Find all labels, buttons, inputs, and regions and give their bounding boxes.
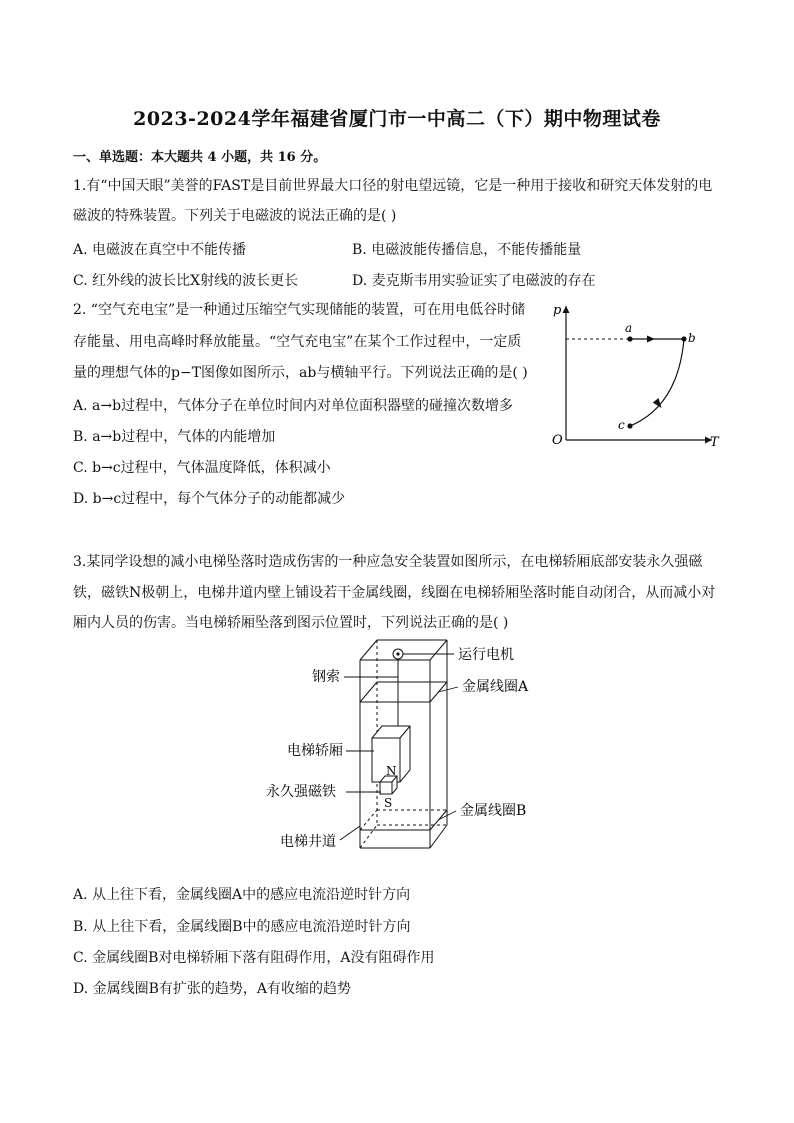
q2-option-d[interactable]: D. b→c过程中，每个气体分子的动能都减少 — [73, 491, 346, 507]
point-b-label: b — [688, 331, 696, 345]
magnet — [380, 776, 397, 794]
magnet-north-label: N — [386, 764, 397, 778]
coil-b-label: 金属线圈B — [460, 803, 527, 819]
q1-option-b[interactable]: B. 电磁波能传播信息，不能传播能量 — [352, 242, 582, 258]
motor-label: 运行电机 — [458, 647, 514, 663]
cable-label: 钢索 — [312, 669, 340, 685]
shaft-label: 电梯井道 — [280, 834, 336, 850]
magnet-south-label: S — [384, 796, 393, 810]
bc-arrow-icon — [653, 398, 662, 408]
ab-arrow-icon — [647, 336, 655, 343]
pt-graph — [540, 298, 730, 458]
y-axis-label: p — [553, 303, 562, 318]
point-b-dot — [681, 336, 686, 341]
q2-option-b[interactable]: B. a→b过程中，气体的内能增加 — [73, 429, 276, 445]
q1-stem-line2: 磁波的特殊装置。下列关于电磁波的说法正确的是( ) — [73, 208, 397, 224]
q1-stem-line1: 1.有“中国天眼”美誉的FAST是目前世界最大口径的射电望远镜，它是一种用于接收和研究天体发射的电 — [73, 178, 713, 194]
coil-a-label: 金属线圈A — [462, 679, 529, 695]
q2-stem-line2: 存能量、用电高峰时释放能量。“空气充电宝”在某个工作过程中，一定质 — [73, 334, 522, 350]
q2-option-c[interactable]: C. b→c过程中，气体温度降低，体积减小 — [73, 460, 331, 476]
point-a-label: a — [625, 321, 633, 335]
q2-stem-line1: 2. “空气充电宝”是一种通过压缩空气实现储能的装置，可在用电低谷时储 — [73, 302, 526, 318]
q3-stem-line2: 铁，磁铁N极朝上，电梯井道内壁上铺设若干金属线圈，线圈在电梯轿厢坠落时能自动闭合，从而减小对 — [73, 585, 716, 601]
magnet-label: 永久强磁铁 — [266, 784, 336, 800]
q3-option-d[interactable]: D. 金属线圈B有扩张的趋势，A有收缩的趋势 — [73, 981, 352, 997]
elevator-figure — [260, 630, 550, 860]
q3-stem-line3: 厢内人员的伤害。当电梯轿厢坠落到图示位置时，下列说法正确的是( ) — [73, 615, 509, 631]
point-a-dot — [627, 336, 632, 341]
point-c-label: c — [618, 418, 625, 432]
car-label: 电梯轿厢 — [287, 743, 343, 759]
q3-stem-line1: 3.某同学设想的减小电梯坠落时造成伤害的一种应急安全装置如图所示，在电梯轿厢底部安装永久强磁 — [73, 554, 703, 570]
motor-icon — [393, 649, 403, 659]
coil-a — [360, 682, 447, 702]
q2-stem-line3: 量的理想气体的p−T图像如图所示，ab与横轴平行。下列说法正确的是( ) — [73, 365, 528, 381]
q1-option-c[interactable]: C. 红外线的波长比X射线的波长更长 — [73, 273, 299, 289]
q1-option-d[interactable]: D. 麦克斯韦用实验证实了电磁波的存在 — [352, 273, 596, 289]
coil-b — [360, 810, 447, 830]
page-title: 2023-2024学年福建省厦门市一中高二（下）期中物理试卷 — [133, 108, 661, 130]
section-heading: 一、单选题：本大题共 4 小题，共 16 分。 — [73, 150, 327, 165]
shaft-leader — [340, 826, 360, 840]
point-c-dot — [627, 423, 632, 428]
bc-curve — [630, 339, 684, 426]
x-axis-label: T — [710, 435, 719, 450]
q2-option-a[interactable]: A. a→b过程中，气体分子在单位时间内对单位面积器壁的碰撞次数增多 — [73, 398, 514, 414]
origin-label: O — [552, 433, 563, 448]
q1-option-a[interactable]: A. 电磁波在真空中不能传播 — [73, 242, 247, 258]
q3-option-a[interactable]: A. 从上往下看，金属线圈A中的感应电流沿逆时针方向 — [73, 887, 411, 903]
q3-option-b[interactable]: B. 从上往下看，金属线圈B中的感应电流沿逆时针方向 — [73, 919, 411, 935]
q3-option-c[interactable]: C. 金属线圈B对电梯轿厢下落有阻碍作用，A没有阻碍作用 — [73, 950, 435, 966]
